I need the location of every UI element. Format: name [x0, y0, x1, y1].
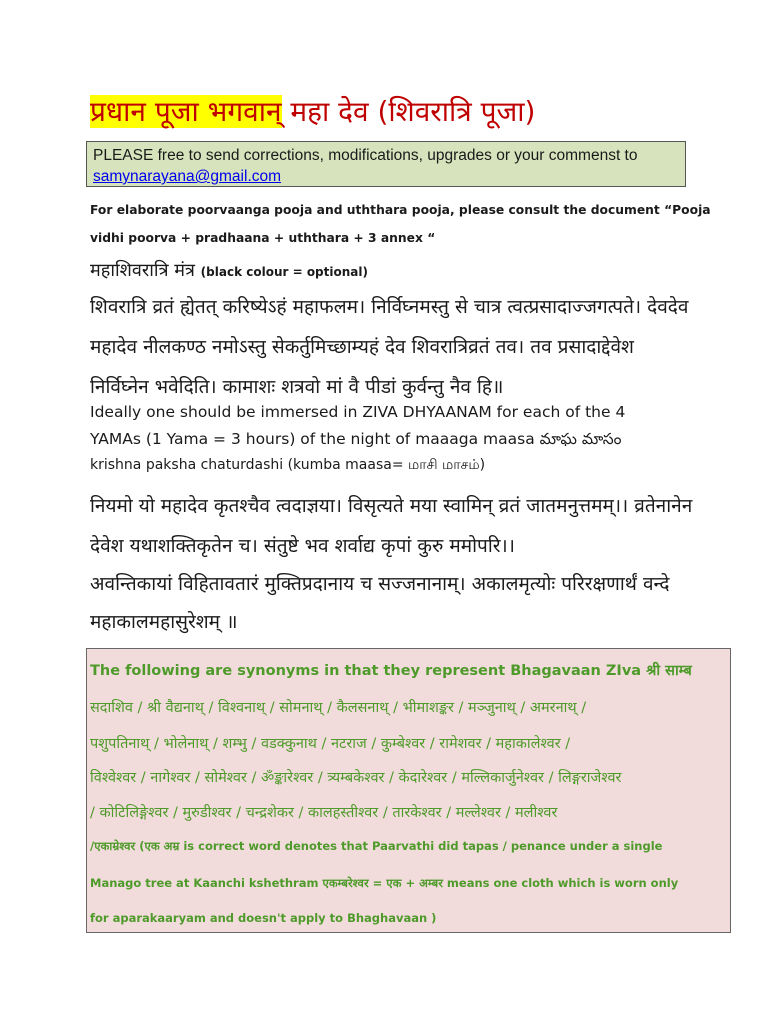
title-highlighted: प्रधान पूजा भगवान् [90, 95, 282, 128]
synonyms-line: विश्वेश्वर / नागेश्वर / सोमेश्वर / ॐङ्कारेश्वर / त्र्यम्बकेश्वर / केदारेश्वर / मल्लिकार्जुनेश्वर / लिङ्गराजेश्वर [90, 770, 622, 786]
prayer-line: महाकालमहासुरेशम् ॥ [90, 611, 238, 633]
synonyms-line: / कोटिलिङ्गेश्वर / मुरुडीश्वर / चन्द्रशेकर / कालहस्तीश्वर / तारकेश्वर / मल्लेश्वर / मलीश्वर [90, 805, 558, 821]
notice-text: PLEASE free to send corrections, modifications, upgrades or your commenst to [93, 147, 638, 164]
elaborate-line-2: vidhi poorva + pradhaana + uththara + 3 annex “ [90, 231, 436, 245]
ideally-line-1: Ideally one should be immersed in ZIVA DHYAANAM for each of the 4 [90, 403, 626, 421]
ideally-line-3: krishna paksha chaturdashi (kumba maasa= மாசி மாசம்) [90, 457, 486, 473]
title-rest: महा देव (शिवरात्रि पूजा) [281, 95, 536, 128]
synonyms-line: Manago tree at Kaanchi kshethram एकम्बरेश्वर = एक + अम्बर means one cloth which is worn only [90, 876, 679, 890]
synonyms-line: पशुपतिनाथ् / भोलेनाथ् / शम्भु / वडक्कुनाथ / नटराज / कुम्बेश्वर / रामेशवर / महाकालेश्वर / [90, 736, 571, 752]
prayer-line: नियमो यो महादेव कृतश्चैव त्वदाज्ञया। विसृत्यते मया स्वामिन् व्रतं जातमनुत्तमम्।। व्रतेनानेन [90, 495, 693, 517]
mantra-line: महादेव नीलकण्ठ नमोऽस्तु सेकर्तुमिच्छाम्यहं देव शिवरात्रिव्रतं तव। तव प्रसादाद्देवेश [90, 336, 634, 358]
mantra-heading [90, 256, 730, 287]
mantra-heading-note: (black colour = optional) [200, 265, 368, 279]
page-title [90, 90, 690, 134]
prayer-line: अवन्तिकायां विहितावतारं मुक्तिप्रदानाय च सज्जनानाम्। अकालमृत्योः परिरक्षणार्थं वन्दे [90, 573, 670, 595]
mantra-line: निर्विघ्नेन भवेदिति। कामाशः शत्रवो मां वै पीडां कुर्वन्तु नैव हि॥ [90, 376, 504, 398]
ideally-line-2: YAMAs (1 Yama = 3 hours) of the night of maaaga maasa మాఘ మాసం [90, 430, 622, 448]
synonyms-line: The following are synonyms in that they represent Bhagavaan ZIva श्री साम्ब [90, 663, 692, 679]
synonyms-line: सदाशिव / श्री वैद्यनाथ् / विश्वनाथ् / सोमनाथ् / कैलसनाथ् / भीमाशङ्कर / मञ्जुनाथ् / अमरनाथ् / [90, 700, 587, 716]
elaborate-note [90, 196, 730, 252]
mantra-heading-title: महाशिवरात्रि मंत्र [90, 260, 195, 281]
elaborate-line-1: For elaborate poorvaanga pooja and uththara pooja, please consult the document “Pooja [90, 203, 711, 217]
mantra-line: शिवरात्रि व्रतं ह्येतत् करिष्येऽहं महाफलम। निर्विघ्नमस्तु से चात्र त्वत्प्रसादाज्जगत्पते। देवदेव [90, 296, 689, 318]
synonyms-line: /एकाम्रेश्वर (एक अम्र is correct word denotes that Paarvathi did tapas / penance under a single [90, 839, 663, 853]
prayer-line: देवेश यथाशक्तिकृतेन च। संतुष्टे भव शर्वाद्य कृपां कुरु ममोपरि।। [90, 535, 515, 557]
synonyms-line: for aparakaaryam and doesn't apply to Bhaghavaan ) [90, 911, 437, 925]
email-link[interactable]: samynarayana@gmail.com [93, 168, 282, 185]
corrections-notice-box [86, 141, 686, 187]
